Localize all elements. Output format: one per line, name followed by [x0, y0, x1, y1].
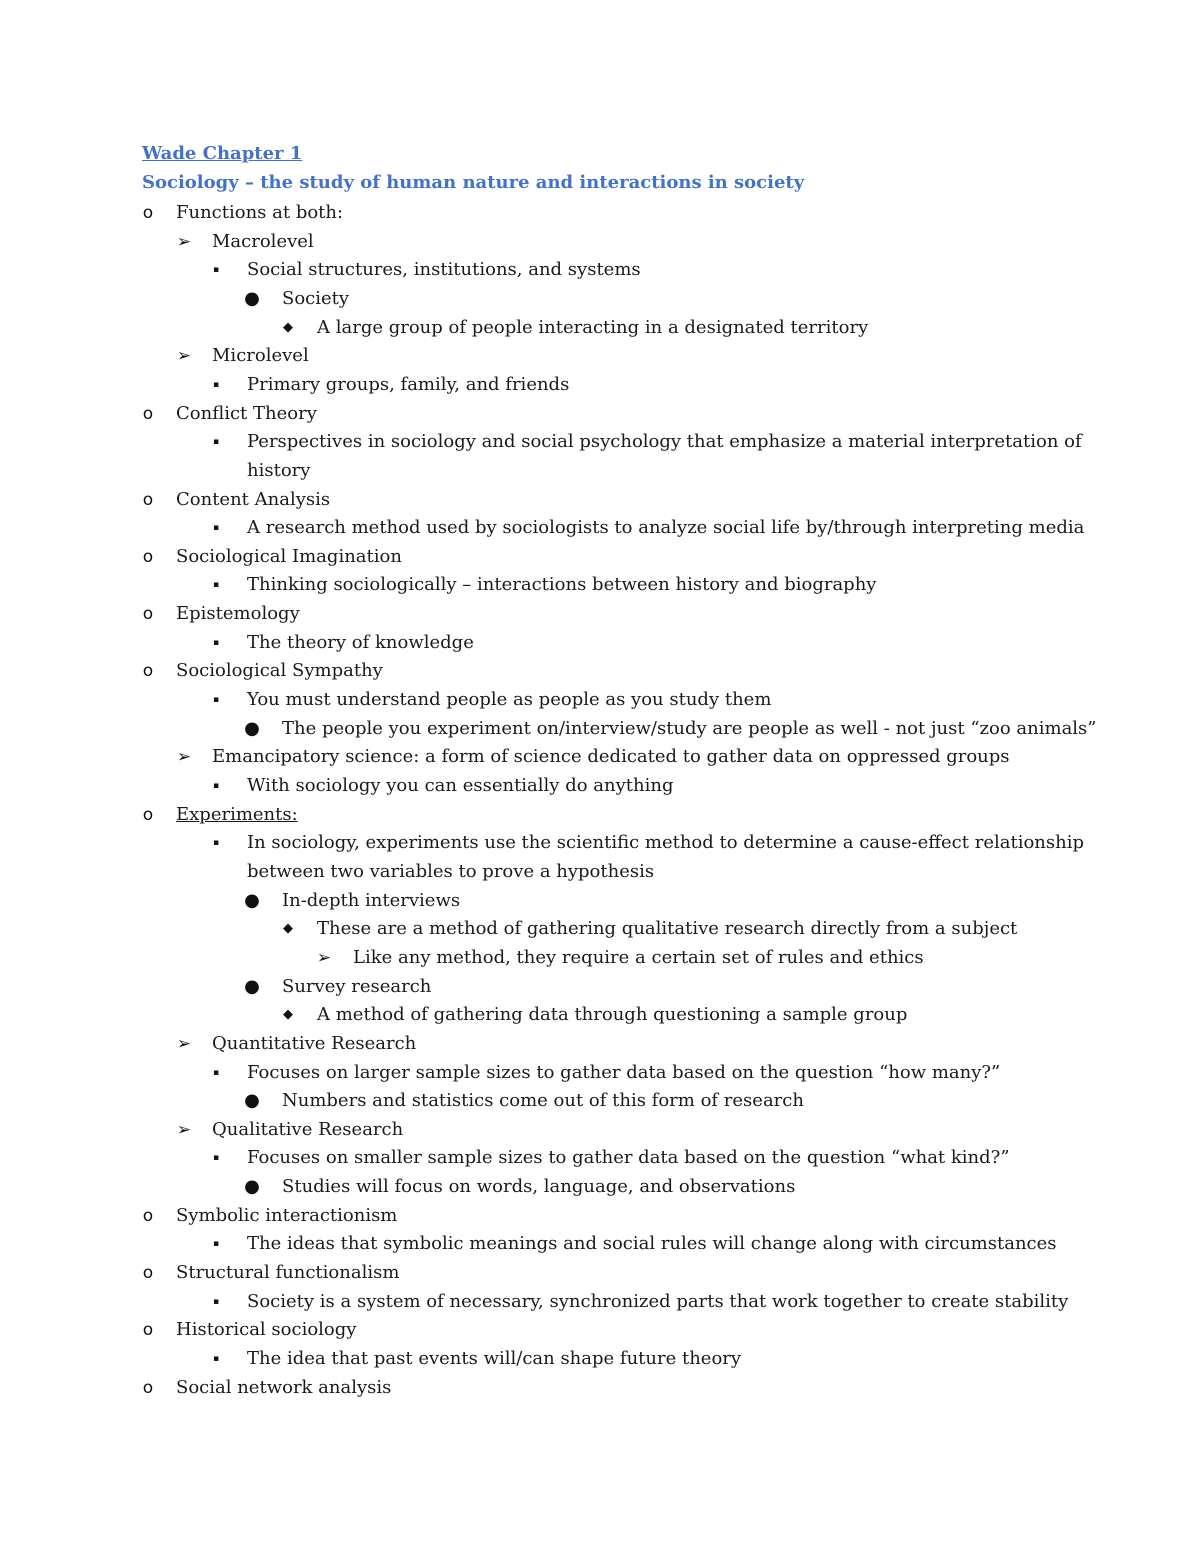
outline-item-text: Studies will focus on words, language, and observations [282, 1176, 796, 1198]
square-bullet-icon: ▪ [212, 838, 220, 849]
arrow-bullet-icon: ➢ [176, 1033, 192, 1054]
square-bullet-icon: ▪ [212, 637, 220, 648]
square-bullet-icon: ▪ [212, 1296, 220, 1307]
arrow-bullet-icon: ➢ [176, 1119, 192, 1140]
diamond-bullet-icon: ◆ [283, 319, 293, 335]
diamond-bullet-icon: ◆ [283, 1007, 293, 1023]
circle-bullet-icon: o [142, 1263, 154, 1284]
outline-item-text: In-depth interviews [282, 889, 461, 911]
outline-item-text: The idea that past events will/can shape future theory [247, 1348, 742, 1369]
outline-item-text: Primary groups, family, and friends [247, 373, 570, 395]
square-bullet-icon: ▪ [212, 781, 220, 791]
circle-bullet-icon: o [142, 489, 154, 510]
document-subtitle: Sociology – the study of human nature and interactions in society [142, 172, 805, 193]
outline-item-text: The ideas that symbolic meanings and social rules will change along with circumstances [247, 1233, 1057, 1255]
outline-item-text: Epistemology [176, 603, 300, 625]
circle-bullet-icon: o [142, 604, 154, 625]
outline-item-text: In sociology, experiments use the scientific method to determine a cause-effect relationship [247, 832, 1084, 854]
document-title: Wade Chapter 1 [142, 143, 303, 164]
square-bullet-icon: ▪ [212, 695, 220, 706]
outline-item-text: Social network analysis [176, 1376, 392, 1398]
square-bullet-icon: ▪ [212, 580, 220, 591]
square-bullet-icon: ▪ [212, 1239, 220, 1250]
dot-bullet-icon: ● [244, 975, 260, 997]
outline-item-text: Macrolevel [212, 230, 314, 252]
arrow-bullet-icon: ➢ [176, 231, 192, 252]
outline-item-text: You must understand people as people as you study them [247, 689, 772, 711]
dot-bullet-icon: ● [244, 889, 260, 911]
outline-item-text: Sociological Imagination [176, 545, 402, 567]
outline-item-text: A large group of people interacting in a designated territory [317, 316, 869, 338]
circle-bullet-icon: o [142, 1205, 154, 1226]
outline-item-text: Survey research [282, 975, 432, 997]
square-bullet-icon: ▪ [212, 437, 220, 448]
outline-item-text: With sociology you can essentially do anything [247, 775, 674, 796]
outline-item-text: Focuses on larger sample sizes to gather data based on the question “how many?” [247, 1061, 1001, 1083]
outline-item-text: A research method used by sociologists to analyze social life by/through interpreting media [247, 517, 1085, 539]
outline-item-text: Historical sociology [176, 1319, 357, 1341]
outline-item-text: Social structures, institutions, and systems [247, 259, 641, 281]
circle-bullet-icon: o [142, 203, 154, 223]
outline-item-text: Functions at both: [176, 202, 344, 223]
outline-item-text: Quantitative Research [212, 1032, 417, 1054]
outline-item-text: Microlevel [212, 345, 309, 367]
outline-item-text: Structural functionalism [176, 1262, 400, 1284]
outline-item-text: Society [282, 287, 350, 309]
square-bullet-icon: ▪ [212, 1153, 220, 1164]
circle-bullet-icon: o [142, 804, 154, 825]
square-bullet-icon: ▪ [212, 1354, 220, 1364]
outline-item-text: These are a method of gathering qualitative research directly from a subject [317, 918, 1018, 940]
square-bullet-icon: ▪ [212, 379, 220, 390]
outline-item-text: The people you experiment on/interview/study are people as well - not just “zoo animals” [282, 717, 1097, 739]
square-bullet-icon: ▪ [212, 265, 220, 276]
outline-item-continuation: between two variables to prove a hypothesis [247, 860, 655, 882]
outline-item-text: Emancipatory science: a form of science dedicated to gather data on oppressed groups [212, 746, 1010, 768]
circle-bullet-icon: o [142, 1320, 154, 1341]
dot-bullet-icon: ● [244, 717, 260, 739]
square-bullet-icon: ▪ [212, 523, 220, 534]
dot-bullet-icon: ● [244, 287, 260, 309]
outline-item-text: Conflict Theory [176, 402, 317, 424]
arrow-bullet-icon: ➢ [176, 747, 192, 768]
circle-bullet-icon: o [142, 546, 154, 567]
outline-item-text: Content Analysis [176, 488, 331, 510]
circle-bullet-icon: o [142, 1377, 154, 1398]
outline-item-text: Focuses on smaller sample sizes to gather data based on the question “what kind?” [247, 1147, 1010, 1169]
diamond-bullet-icon: ◆ [283, 921, 293, 937]
outline-item-continuation: history [247, 459, 311, 481]
outline-item-text: Symbolic interactionism [176, 1204, 398, 1226]
outline-item-text: Qualitative Research [212, 1118, 404, 1140]
circle-bullet-icon: o [142, 661, 154, 682]
outline-item-text: A method of gathering data through questioning a sample group [317, 1004, 908, 1026]
dot-bullet-icon: ● [244, 1176, 260, 1198]
outline-item-text: Thinking sociologically – interactions between history and biography [247, 574, 877, 596]
circle-bullet-icon: o [142, 403, 154, 424]
arrow-bullet-icon: ➢ [316, 947, 332, 968]
outline-item-text: Perspectives in sociology and social psychology that emphasize a material interpretation of [247, 431, 1082, 453]
outline-item-text: Experiments: [176, 803, 298, 825]
outline-item-text: The theory of knowledge [247, 631, 474, 653]
dot-bullet-icon: ● [244, 1090, 260, 1112]
outline-item-text: Society is a system of necessary, synchronized parts that work together to create stability [247, 1290, 1069, 1312]
outline-item-text: Sociological Sympathy [176, 660, 383, 682]
square-bullet-icon: ▪ [212, 1067, 220, 1078]
arrow-bullet-icon: ➢ [176, 346, 192, 367]
outline-item-text: Numbers and statistics come out of this form of research [282, 1090, 804, 1112]
outline-item-text: Like any method, they require a certain set of rules and ethics [353, 946, 924, 968]
